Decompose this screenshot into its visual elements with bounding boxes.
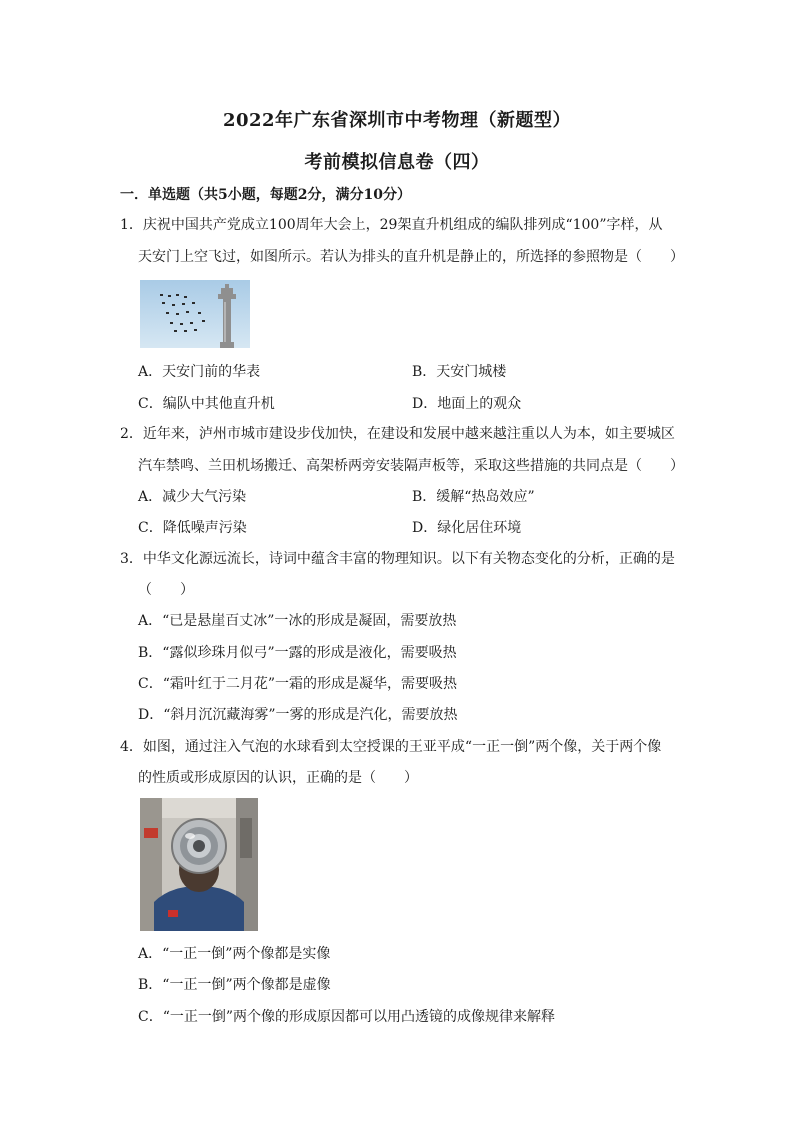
- question-1-text-1: 庆祝中国共产党成立100周年大会上，29架直升机组成的编队排列成“100”字样，从: [142, 217, 663, 233]
- question-3-number: 3．: [120, 551, 143, 567]
- question-4-number: 4．: [120, 739, 143, 755]
- question-2-line-1: [120, 424, 675, 444]
- question-1-option-d[interactable]: D．地面上的观众: [412, 396, 522, 412]
- question-2-option-c[interactable]: C．降低噪声污染: [138, 520, 247, 536]
- question-2-option-a[interactable]: A．减少大气污染: [138, 489, 247, 505]
- question-2-text-1: 近年来，泸州市城市建设步伐加快，在建设和发展中越来越注重以人为本，如主要城区: [142, 426, 675, 442]
- section-heading: 一．单选题（共5小题，每题2分，满分10分）: [120, 187, 411, 203]
- question-4-option-c[interactable]: C．“一正一倒”两个像的形成原因都可以用凸透镜的成像规律来解释: [138, 1009, 556, 1025]
- question-4-text-1: 如图，通过注入气泡的水球看到太空授课的王亚平成“一正一倒”两个像，关于两个像: [142, 739, 662, 755]
- question-3-option-c[interactable]: C．“霜叶红于二月花”一霜的形成是凝华，需要吸热: [138, 676, 458, 692]
- question-2-option-d[interactable]: D．绿化居住环境: [412, 520, 522, 536]
- question-4-line-1: [120, 737, 661, 757]
- question-1-number: 1．: [120, 217, 143, 233]
- question-1-line-1: [120, 215, 663, 235]
- question-4-line-2: 的性质或形成原因的认识，正确的是（ ）: [138, 770, 418, 786]
- question-2-option-b[interactable]: B．缓解“热岛效应”: [412, 489, 535, 505]
- water-ball-astronaut-image: [140, 798, 258, 931]
- question-3-option-b[interactable]: B．“露似珍珠月似弓”一露的形成是液化，需要吸热: [138, 645, 457, 661]
- question-3-option-a[interactable]: A．“已是悬崖百丈冰”一冰的形成是凝固，需要放热: [138, 613, 457, 629]
- question-3-text-1: 中华文化源远流长，诗词中蕴含丰富的物理知识。以下有关物态变化的分析，正确的是: [142, 551, 675, 567]
- exam-subtitle: 考前模拟信息卷（四）: [304, 152, 490, 173]
- question-1-option-c[interactable]: C．编队中其他直升机: [138, 396, 275, 412]
- question-1-option-a[interactable]: A．天安门前的华表: [138, 364, 261, 380]
- exam-title: 2022年广东省深圳市中考物理（新题型）: [222, 110, 572, 131]
- water-ball-astronaut-illustration: [140, 798, 258, 931]
- question-3-line-2: （ ）: [138, 582, 194, 598]
- question-1-option-b[interactable]: B．天安门城楼: [412, 364, 507, 380]
- question-4-option-a[interactable]: A．“一正一倒”两个像都是实像: [138, 946, 331, 962]
- question-3-option-d[interactable]: D．“斜月沉沉藏海雾”一雾的形成是汽化，需要放热: [138, 707, 458, 723]
- question-2-number: 2．: [120, 426, 143, 442]
- helicopter-formation-image: [140, 280, 250, 348]
- question-1-line-2: 天安门上空飞过，如图所示。若认为排头的直升机是静止的，所选择的参照物是（ ）: [138, 249, 684, 265]
- question-3-line-1: [120, 549, 675, 569]
- helicopter-formation-illustration: [140, 280, 250, 348]
- question-2-line-2: 汽车禁鸣、兰田机场搬迁、高架桥两旁安装隔声板等，采取这些措施的共同点是（ ）: [138, 458, 684, 474]
- question-4-option-b[interactable]: B．“一正一倒”两个像都是虚像: [138, 977, 331, 993]
